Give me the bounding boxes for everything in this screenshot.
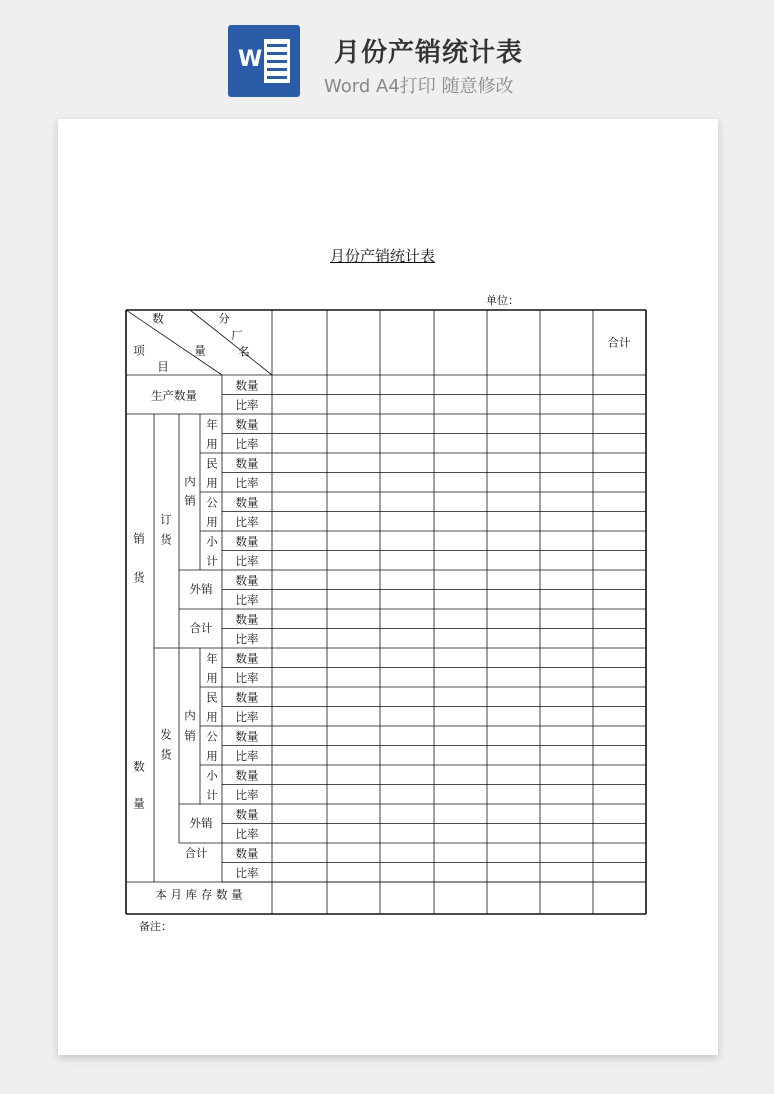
quantity-label: 数量	[235, 417, 259, 432]
ratio-label: 比率	[235, 787, 259, 802]
ratio-label: 比率	[235, 748, 259, 763]
sub-category-label: 用	[206, 670, 218, 685]
sub-category-label: 用	[206, 709, 218, 724]
ratio-label: 比率	[235, 475, 259, 490]
export-label: 外销	[189, 816, 213, 830]
ratio-label: 比率	[235, 631, 259, 646]
sub-category-label: 计	[206, 553, 218, 568]
quantity-label: 数量	[235, 573, 259, 588]
remark-label: 备注：	[139, 920, 172, 933]
corner-label: 分	[218, 311, 230, 326]
ratio-label: 比率	[235, 826, 259, 841]
header-title: 月份产销统计表	[334, 38, 524, 68]
ratio-label: 比率	[235, 514, 259, 529]
quantity-label: 数量	[235, 729, 259, 744]
document-title: 月份产销统计表	[330, 247, 436, 265]
sub-category-label: 民	[206, 690, 218, 705]
corner-label: 量	[194, 343, 206, 358]
quantity-label: 数量	[235, 495, 259, 510]
sub-category-label: 用	[206, 436, 218, 451]
quantity-label: 数量	[235, 612, 259, 627]
corner-label: 项	[133, 343, 145, 358]
quantity-label: 数量	[235, 846, 259, 861]
unit-label: 单位：	[486, 294, 519, 307]
quantity-label: 数量	[235, 534, 259, 549]
order-label: 货	[160, 532, 172, 547]
stock-label: 本 月 库 存 数 量	[155, 887, 243, 902]
sub-category-label: 民	[206, 456, 218, 471]
ratio-label: 比率	[235, 670, 259, 685]
ratio-label: 比率	[235, 553, 259, 568]
quantity-label: 数量	[235, 690, 259, 705]
ratio-label: 比率	[235, 709, 259, 724]
sub-category-label: 用	[206, 514, 218, 529]
ship-label: 货	[160, 747, 172, 762]
ratio-label: 比率	[235, 865, 259, 880]
sub-category-label: 年	[206, 417, 218, 432]
word-icon-letter: W	[238, 47, 263, 72]
ship-label: 发	[160, 727, 172, 742]
quantity-label: 数量	[235, 456, 259, 471]
sub-category-label: 年	[206, 651, 218, 666]
ratio-label: 比率	[235, 397, 259, 412]
sub-category-label: 小	[206, 768, 218, 783]
header-subtitle: Word A4打印 随意修改	[324, 76, 514, 97]
sales-goods-label: 销	[133, 531, 145, 546]
sales-qty-label: 数	[133, 759, 145, 774]
production-label: 生产数量	[151, 388, 197, 403]
ratio-label: 比率	[235, 592, 259, 607]
domestic-label: 销	[184, 493, 196, 508]
domestic-label: 内	[184, 474, 196, 489]
sub-category-label: 计	[206, 787, 218, 802]
sum-label: 合计	[189, 621, 213, 635]
sales-qty-label: 量	[133, 796, 145, 811]
sub-category-label: 公	[206, 495, 218, 510]
corner-label: 目	[157, 359, 169, 374]
sub-category-label: 小	[206, 534, 218, 549]
sub-category-label: 公	[206, 729, 218, 744]
corner-label: 数	[152, 311, 164, 326]
export-label: 外销	[189, 582, 213, 596]
corner-label: 名	[238, 344, 250, 359]
ratio-label: 比率	[235, 436, 259, 451]
total-header: 合计	[607, 335, 631, 350]
domestic-label: 销	[184, 728, 196, 743]
sub-category-label: 用	[206, 475, 218, 490]
sub-category-label: 用	[206, 748, 218, 763]
sum-label: 合计	[184, 846, 208, 860]
quantity-label: 数量	[235, 807, 259, 822]
order-label: 订	[160, 512, 172, 527]
corner-diagonal	[126, 310, 222, 375]
sales-goods-label: 货	[133, 570, 145, 585]
quantity-label: 数量	[235, 768, 259, 783]
domestic-label: 内	[184, 708, 196, 723]
corner-diagonal	[190, 310, 272, 375]
corner-label: 厂	[231, 328, 243, 343]
quantity-label: 数量	[235, 651, 259, 666]
quantity-label: 数量	[235, 378, 259, 393]
